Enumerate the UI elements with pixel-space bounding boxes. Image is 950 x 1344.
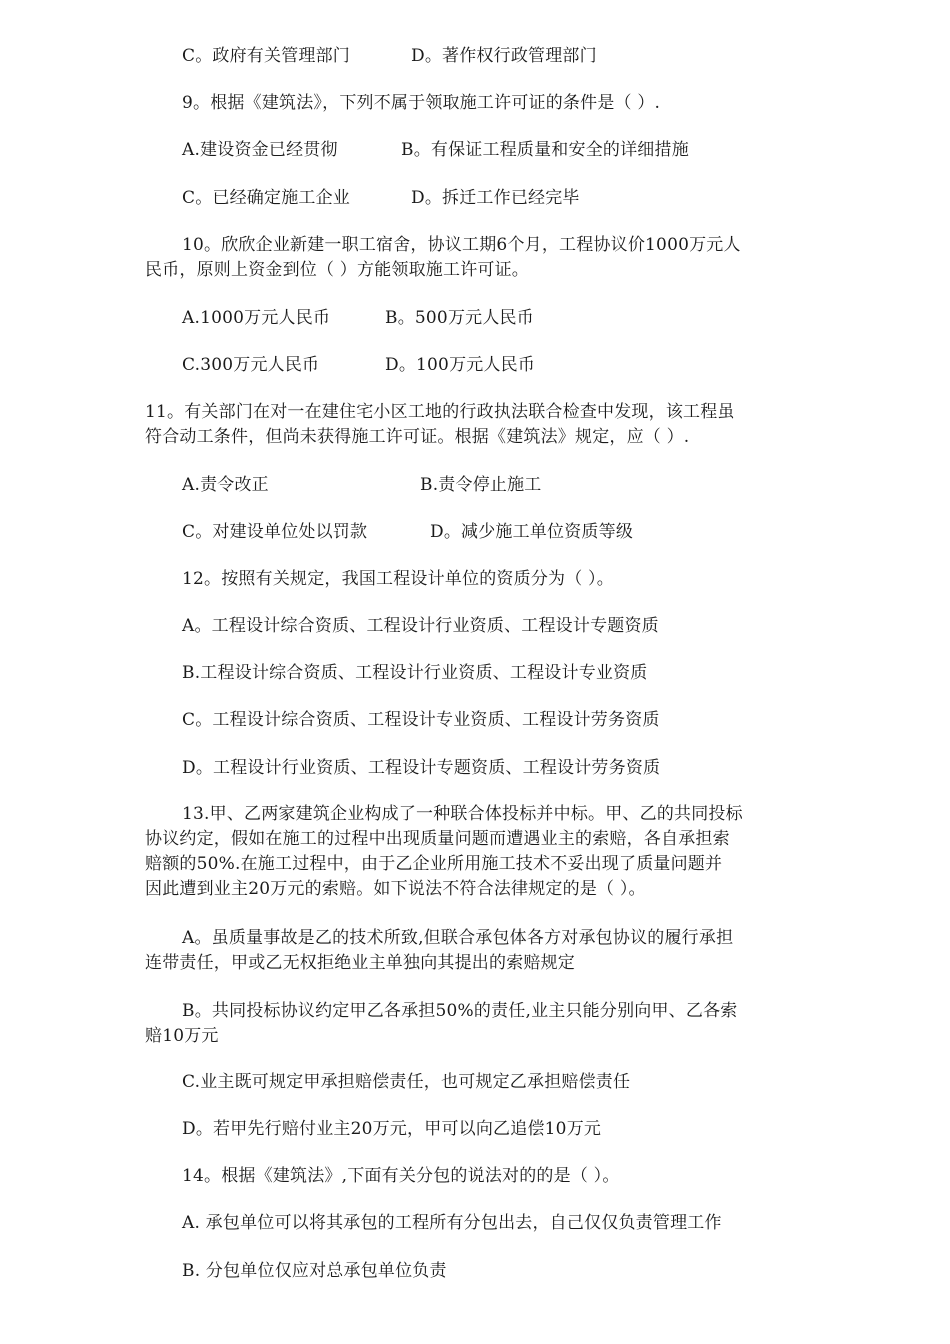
q9-option-c: C。已经确定施工企业 — [182, 188, 351, 208]
q9-option-b: B。有保证工程质量和安全的详细措施 — [401, 140, 689, 160]
q13-option-a-line1: A。虽质量事故是乙的技术所致,但联合承包体各方对承包协议的履行承担 — [182, 928, 734, 948]
q13-question-line2: 协议约定，假如在施工的过程中出现质量问题而遭遇业主的索赔，各自承担索 — [145, 829, 730, 849]
q11-option-b: B.责令停止施工 — [420, 475, 542, 495]
q13-option-d: D。若甲先行赔付业主20万元，甲可以向乙追偿10万元 — [182, 1119, 602, 1139]
q10-question-line2: 民币，原则上资金到位（ ）方能领取施工许可证。 — [145, 260, 530, 280]
q14-option-b: B. 分包单位仅应对总承包单位负责 — [182, 1261, 447, 1281]
q12-option-b: B.工程设计综合资质、工程设计行业资质、工程设计专业资质 — [182, 663, 648, 683]
q11-option-c: C。对建设单位处以罚款 — [182, 522, 368, 542]
q12-option-c: C。工程设计综合资质、工程设计专业资质、工程设计劳务资质 — [182, 710, 660, 730]
q10-question-line1: 10。欣欣企业新建一职工宿舍，协议工期6个月，工程协议价1000万元人 — [182, 235, 741, 255]
q13-question-line4: 因此遭到业主20万元的索赔。如下说法不符合法律规定的是（ ）。 — [145, 879, 646, 899]
q13-option-b-line1: B。共同投标协议约定甲乙各承担50%的责任,业主只能分别向甲、乙各索 — [182, 1001, 738, 1021]
q12-option-a: A。工程设计综合资质、工程设计行业资质、工程设计专题资质 — [182, 616, 659, 636]
q8-option-c: C。政府有关管理部门 — [182, 46, 351, 66]
q13-option-a-line2: 连带责任，甲或乙无权拒绝业主单独向其提出的索赔规定 — [145, 953, 575, 973]
q9-question: 9。根据《建筑法》，下列不属于领取施工许可证的条件是（ ）. — [182, 93, 661, 113]
q9-option-d: D。拆迁工作已经完毕 — [411, 188, 580, 208]
q10-option-a: A.1000万元人民币 — [182, 308, 331, 328]
q12-question: 12。按照有关规定，我国工程设计单位的资质分为（ ）。 — [182, 569, 614, 589]
q10-option-c: C.300万元人民币 — [182, 355, 320, 375]
q13-option-b-line2: 赔10万元 — [145, 1026, 219, 1046]
q8-option-d: D。著作权行政管理部门 — [411, 46, 597, 66]
q11-option-d: D。减少施工单位资质等级 — [430, 522, 634, 542]
q13-question-line3: 赔额的50%.在施工过程中，由于乙企业所用施工技术不妥出现了质量问题并 — [145, 854, 723, 874]
q14-question: 14。根据《建筑法》,下面有关分包的说法对的的是（ ）。 — [182, 1166, 620, 1186]
q10-option-b: B。500万元人民币 — [385, 308, 534, 328]
q11-option-a: A.责令改正 — [182, 475, 269, 495]
q11-question-line2: 符合动工条件，但尚未获得施工许可证。根据《建筑法》规定，应（ ）. — [145, 427, 690, 447]
q13-option-c: C.业主既可规定甲承担赔偿责任，也可规定乙承担赔偿责任 — [182, 1072, 631, 1092]
q13-question-line1: 13.甲、乙两家建筑企业构成了一种联合体投标并中标。甲、乙的共同投标 — [182, 804, 743, 824]
q12-option-d: D。工程设计行业资质、工程设计专题资质、工程设计劳务资质 — [182, 758, 661, 778]
q14-option-a: A. 承包单位可以将其承包的工程所有分包出去，自己仅仅负责管理工作 — [182, 1213, 722, 1233]
q10-option-d: D。100万元人民币 — [385, 355, 536, 375]
q9-option-a: A.建设资金已经贯彻 — [182, 140, 338, 160]
q11-question-line1: 11。有关部门在对一在建住宅小区工地的行政执法联合检查中发现，该工程虽 — [145, 402, 735, 422]
